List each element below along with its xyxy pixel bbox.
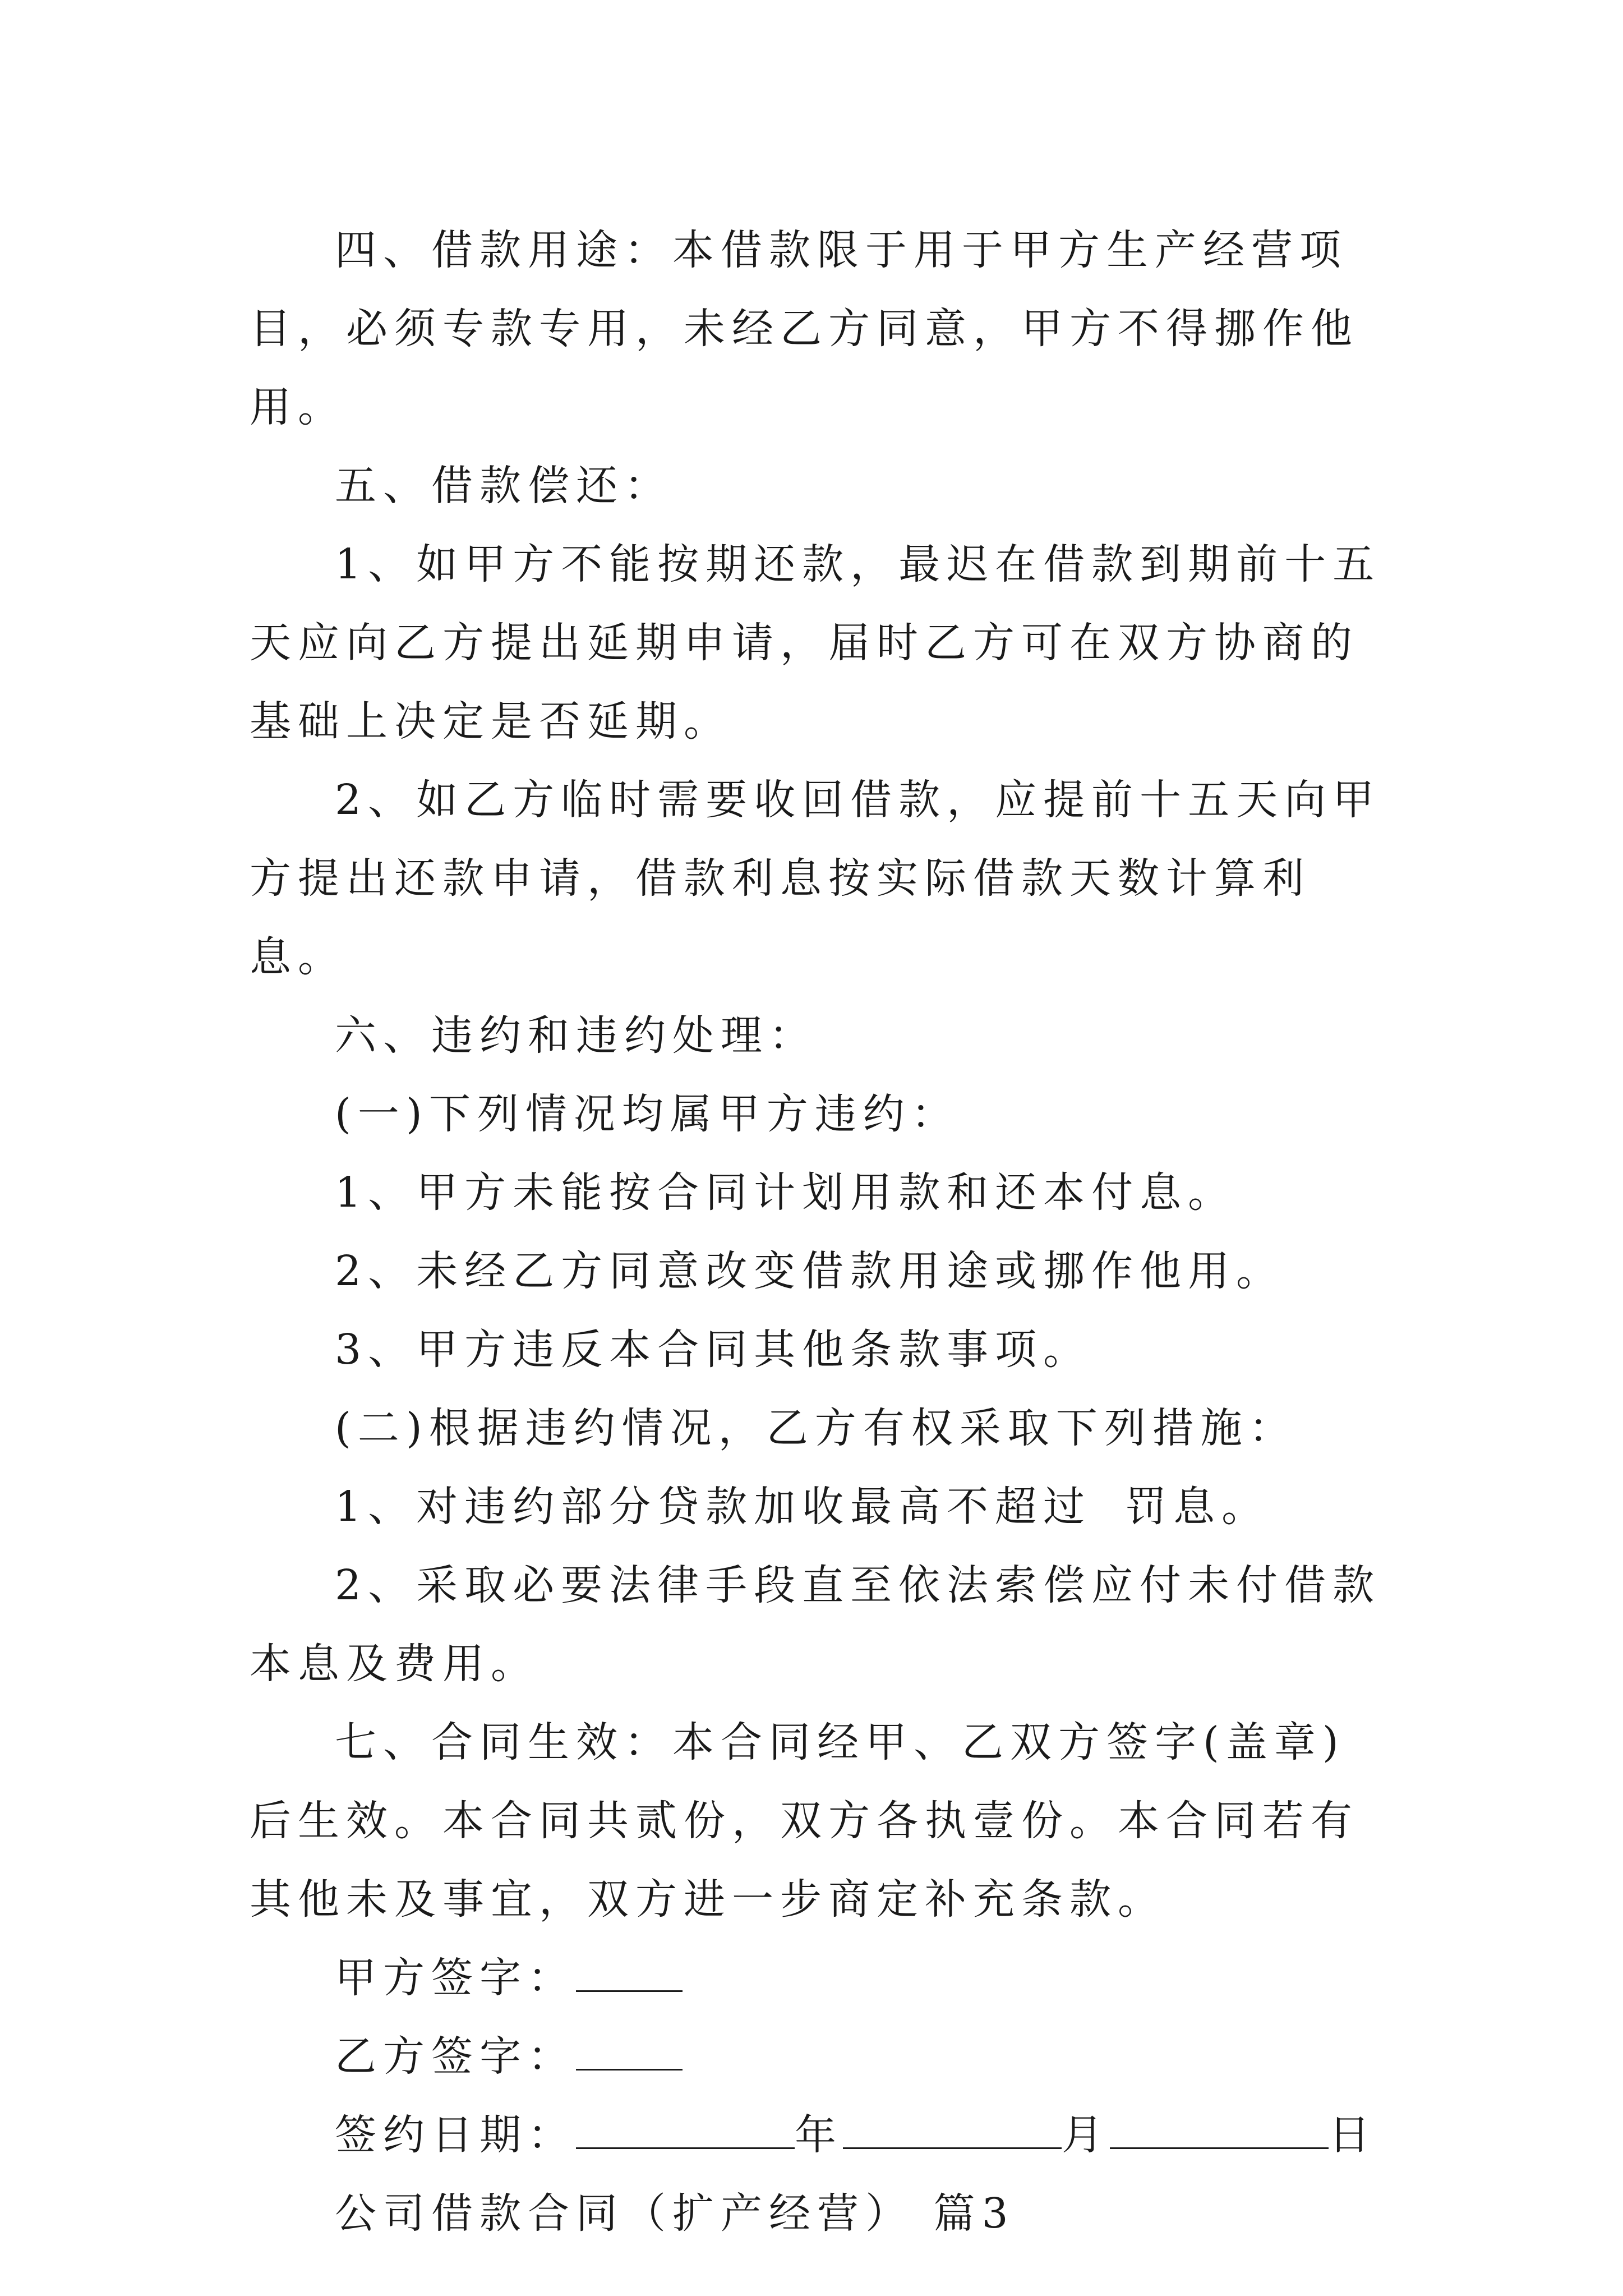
party-a-signature-label: 甲方签字： xyxy=(335,1954,576,2002)
day-label: 日 xyxy=(1329,2111,1377,2159)
document-body xyxy=(250,211,1385,2253)
signing-date-label: 签约日期： xyxy=(335,2111,576,2159)
signing-date-line xyxy=(250,2096,1385,2174)
signing-day-field[interactable] xyxy=(1110,2114,1329,2149)
next-section-title: 公司借款合同（扩产经营） 篇3 xyxy=(335,2189,1015,2238)
clause-breach-2-1 xyxy=(250,1467,1385,1546)
clause-breach-subtitle-1: (一)下列情况均属甲方违约： xyxy=(335,1090,960,1138)
party-a-signature-line xyxy=(250,1939,1385,2017)
party-a-signature-field[interactable] xyxy=(576,1957,683,1992)
clause-purpose: 四、借款用途：本借款限于用于甲方生产经营项目，必须专款专用，未经乙方同意，甲方不得挪作他用。 xyxy=(250,226,1359,431)
year-label: 年 xyxy=(795,2111,843,2159)
month-label: 月 xyxy=(1062,2111,1110,2159)
clause-breach-2-1-end: 罚息。 xyxy=(1125,1483,1270,1531)
clause-breach-2-2: 2、采取必要法律手段直至依法索偿应付未付借款本息及费用。 xyxy=(250,1561,1381,1688)
clause-repayment-2: 2、如乙方临时需要收回借款，应提前十五天向甲方提出还款申请，借款利息按实际借款天数计算利息。 xyxy=(250,776,1381,981)
clause-repayment-title: 五、借款偿还： xyxy=(335,462,672,510)
clause-breach-1-1: 1、甲方未能按合同计划用款和还本付息。 xyxy=(335,1168,1237,1217)
signing-month-field[interactable] xyxy=(843,2114,1062,2149)
clause-breach-subtitle-2: (二)根据违约情况，乙方有权采取下列措施： xyxy=(335,1404,1297,1452)
clause-breach-1-3: 3、甲方违反本合同其他条款事项。 xyxy=(335,1326,1092,1374)
clause-breach-1-2: 2、未经乙方同意改变借款用途或挪作他用。 xyxy=(335,1247,1285,1295)
clause-breach-2-1-start: 1、对违约部分贷款加收最高不超过 xyxy=(335,1483,1092,1531)
party-b-signature-label: 乙方签字： xyxy=(335,2032,576,2081)
signing-year-field[interactable] xyxy=(576,2114,795,2149)
clause-effect: 七、合同生效：本合同经甲、乙双方签字(盖章)后生效。本合同共贰份，双方各执壹份。本合同若有其他未及事宜，双方进一步商定补充条款。 xyxy=(250,1718,1359,1924)
clause-repayment-1: 1、如甲方不能按期还款，最迟在借款到期前十五天应向乙方提出延期申请，届时乙方可在双方协商的基础上决定是否延期。 xyxy=(250,540,1381,746)
party-b-signature-line xyxy=(250,2017,1385,2096)
clause-breach-title: 六、违约和违约处理： xyxy=(335,1011,817,1060)
party-b-signature-field[interactable] xyxy=(576,2035,683,2070)
